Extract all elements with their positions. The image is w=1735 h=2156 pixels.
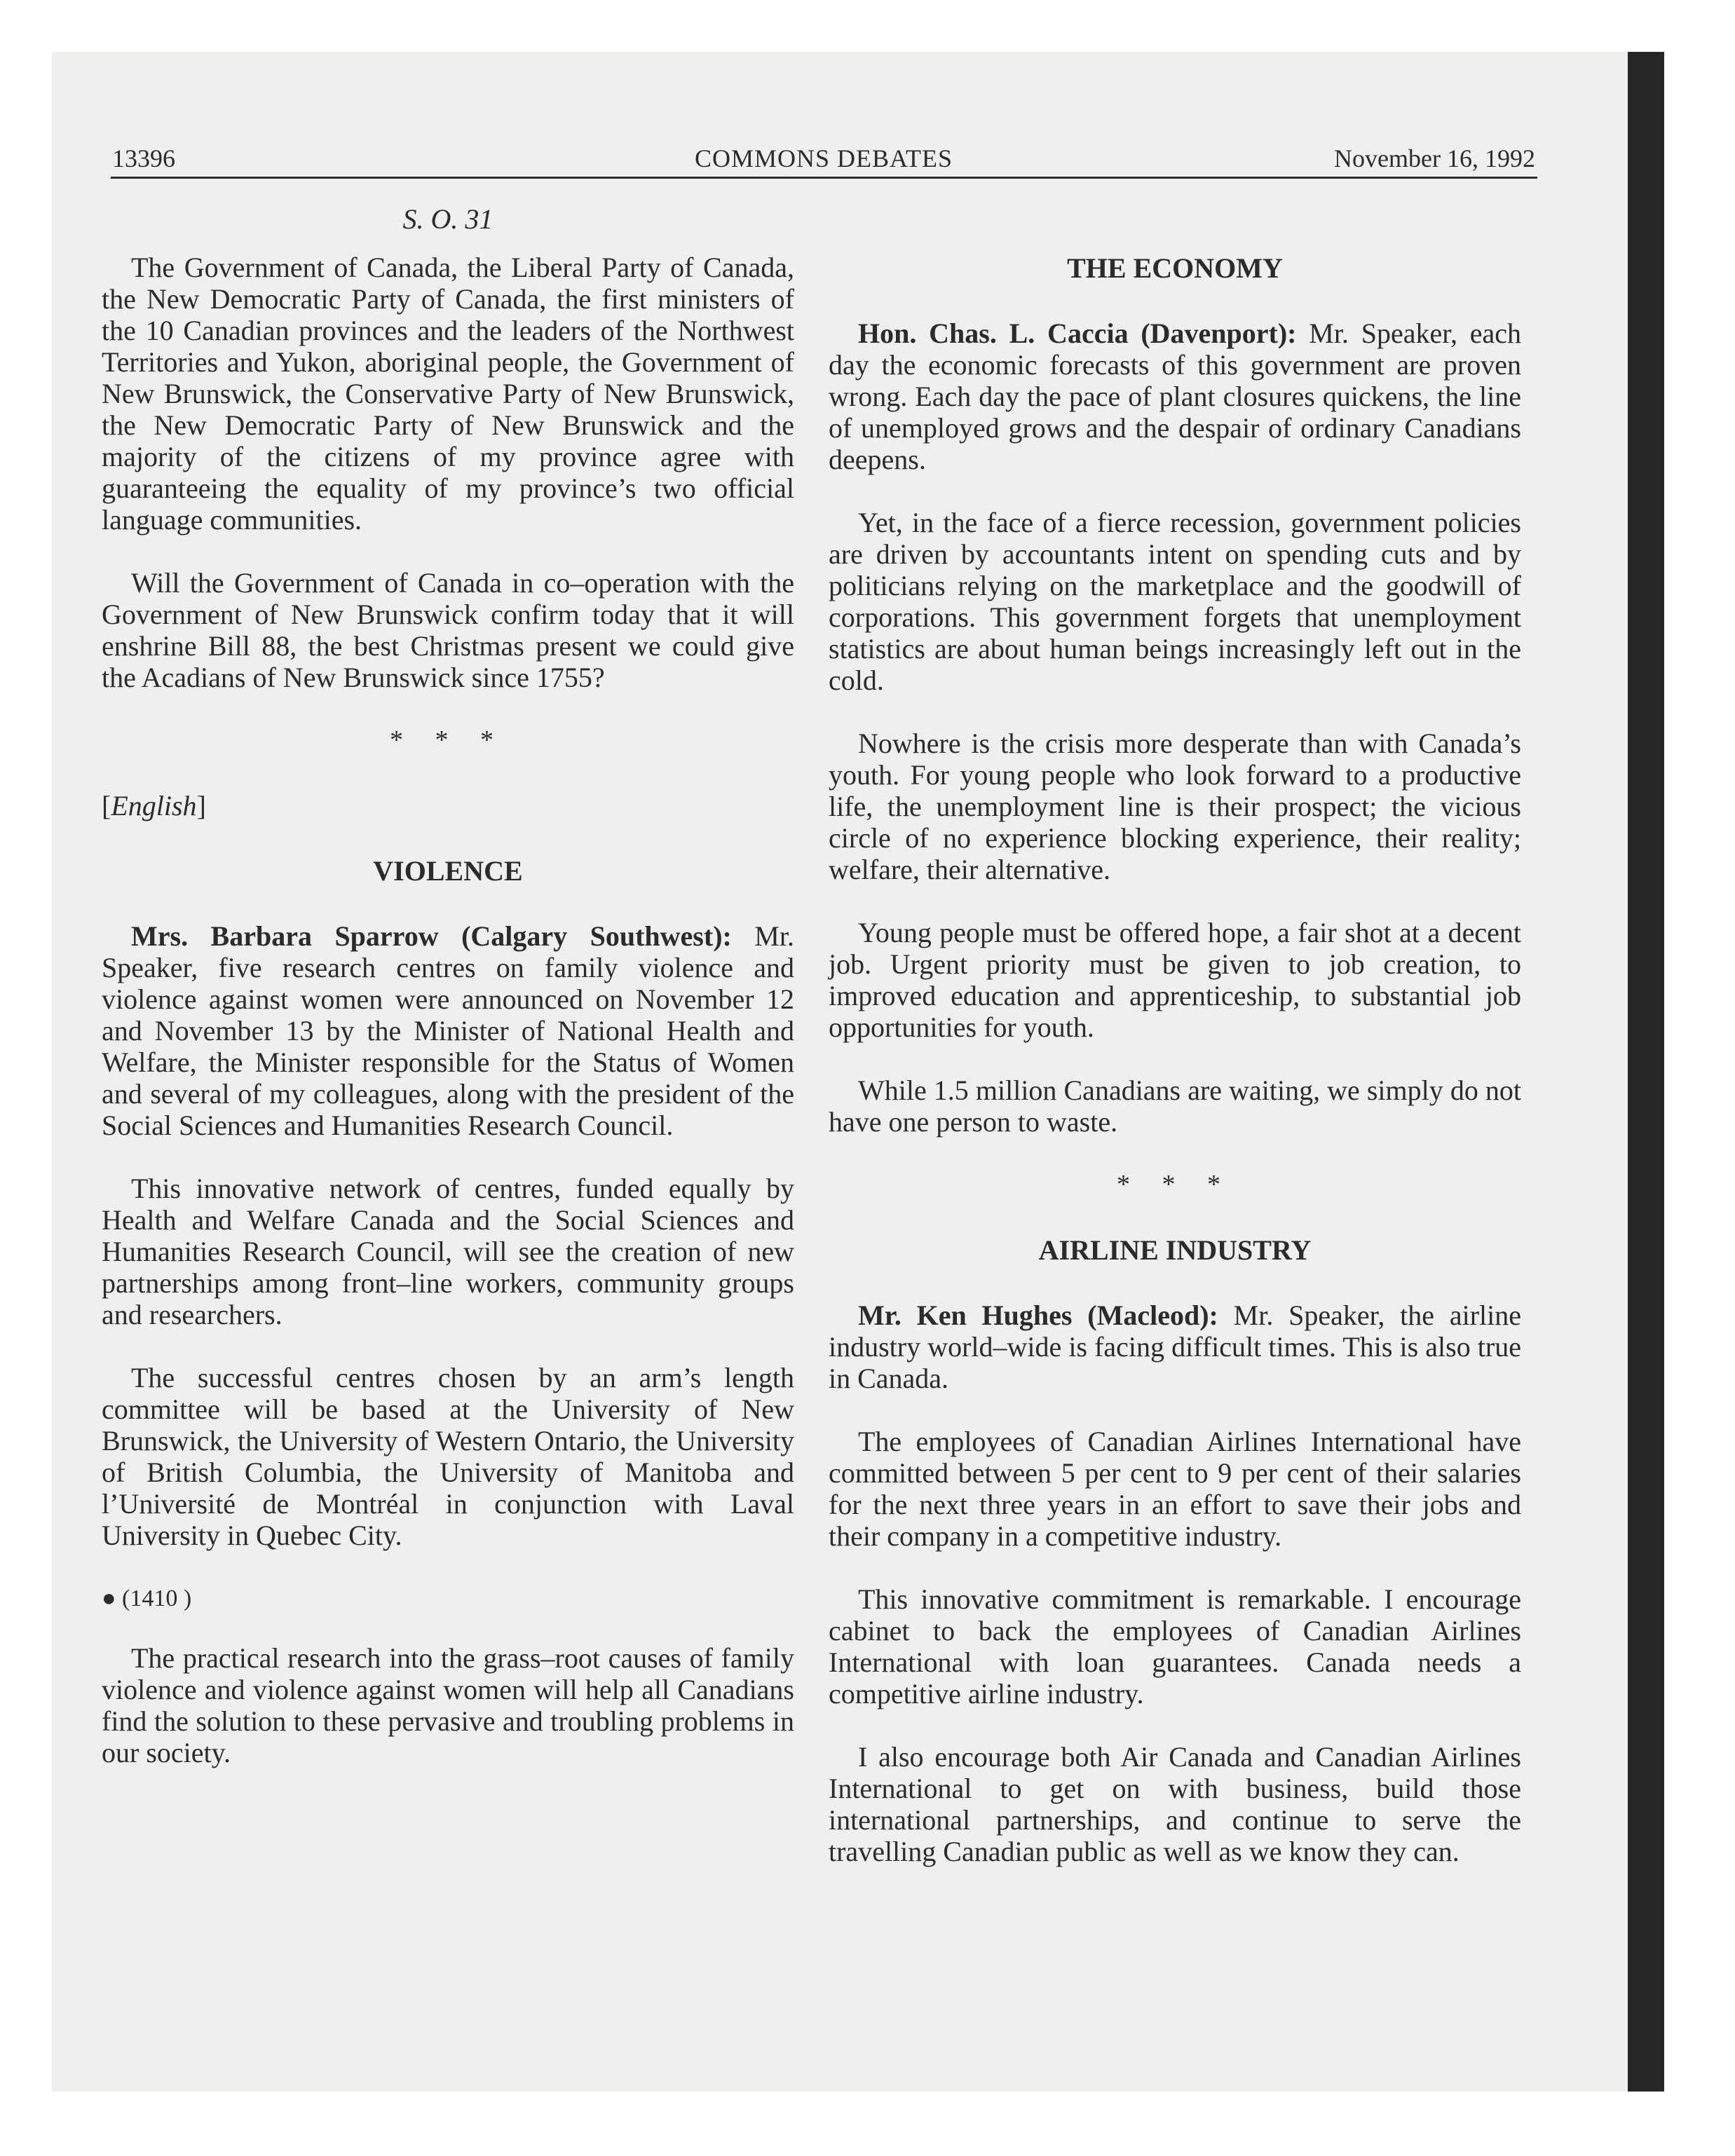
paragraph: I also encourage both Air Canada and Canadian Airlines International to get on with business, build those international partnerships, and continue to serve the travelling Canadian public as well as we know they can. — [829, 1741, 1521, 1867]
section-heading-airline-industry: AIRLINE INDUSTRY — [1038, 1234, 1312, 1266]
standing-order-label: S. O. 31 — [402, 203, 494, 235]
paragraph: Yet, in the face of a fierce recession, government policies are driven by accountants intent on spending cuts and by politicians relying on the marketplace and the goodwill of corporations. This government forgets that unemployment statistics are about human beings increasingly left out in the cold. — [829, 507, 1521, 696]
paragraph: The Government of Canada, the Liberal Party of Canada, the New Democratic Party of Canada, the first ministers of the 10 Canadian provinces and the leaders of the Northwest Territories and Yukon, aboriginal people, the Government of New Brunswick, the Conservative Party of New Brunswick, the New Democratic Party of New Brunswick and the majority of the citizens of my province agree with guaranteeing the equality of my province’s two official language communities. — [102, 252, 794, 535]
paragraph: The employees of Canadian Airlines International have committed between 5 per cent to 9 per cent of their salaries for the next three years in an effort to save their jobs and their company in a competitive industry. — [829, 1426, 1521, 1552]
paragraph: This innovative network of centres, funded equally by Health and Welfare Canada and the Social Sciences and Humanities Research Council, will see the creation of new partnerships among front–line workers, community groups and researchers. — [102, 1173, 794, 1330]
section-separator: * * * — [1117, 1170, 1233, 1199]
paragraph: Mr. Ken Hughes (Macleod): Mr. Speaker, the airline industry world–wide is facing difficult times. This is also true in Canada. — [829, 1299, 1521, 1394]
page-header — [112, 144, 1535, 179]
page-date: November 16, 1992 — [1334, 144, 1535, 172]
section-heading-violence: VIOLENCE — [373, 855, 523, 887]
section-separator: * * * — [390, 725, 506, 755]
left-column — [102, 203, 794, 1800]
scan-edge-shadow — [1628, 52, 1664, 2092]
paragraph: While 1.5 million Canadians are waiting, we simply do not have one person to waste. — [829, 1074, 1521, 1138]
header-rule — [111, 177, 1537, 179]
paragraph: Mrs. Barbara Sparrow (Calgary Southwest): Mr. Speaker, five research centres on family violence and violence against women were announced on November 12 and November 13 by the Minister of National Health and Welfare, the Minister responsible for the Status of Women and several of my colleagues, along with the president of the Social Sciences and Humanities Research Council. — [102, 920, 794, 1141]
paragraph: Nowhere is the crisis more desperate than with Canada’s youth. For young people who look forward to a productive life, the unemployment line is their prospect; the vicious circle of no experience blocking experience, their reality; welfare, their alternative. — [829, 728, 1521, 885]
right-column — [829, 203, 1521, 1899]
paragraph: Young people must be offered hope, a fair shot at a decent job. Urgent priority must be given to job creation, to improved education and apprenticeship, to substantial job opportunities for youth. — [829, 917, 1521, 1043]
paragraph: This innovative commitment is remarkable. I encourage cabinet to back the employees of Canadian Airlines International with loan guarantees. Canada needs a competitive airline industry. — [829, 1583, 1521, 1710]
speaker-name: Mr. Ken Hughes (Macleod): — [858, 1299, 1218, 1331]
speaker-name: Hon. Chas. L. Caccia (Davenport): — [858, 318, 1297, 349]
speaker-name: Mrs. Barbara Sparrow (Calgary Southwest): — [131, 920, 732, 952]
paragraph: Hon. Chas. L. Caccia (Davenport): Mr. Speaker, each day the economic forecasts of this government are proven wrong. Each day the pace of plant closures quickens, the line of unemployed grows and the despair of ordinary Canadians deepens. — [829, 318, 1522, 475]
paragraph: Will the Government of Canada in co–operation with the Government of New Brunswick confirm today that it will enshrine Bill 88, the best Christmas present we could give the Acadians of New Brunswick since 1755? — [102, 567, 794, 693]
section-heading-economy: THE ECONOMY — [1067, 252, 1283, 284]
paragraph: The practical research into the grass–root causes of family violence and violence against women will help all Canadians find the solution to these pervasive and troubling problems in our society. — [102, 1642, 794, 1768]
publication-title: COMMONS DEBATES — [694, 144, 953, 172]
language-marker: [English] — [102, 790, 206, 821]
page-number: 13396 — [112, 144, 175, 172]
paragraph: The successful centres chosen by an arm’s length committee will be based at the University of New Brunswick, the University of Western Ontario, the University of British Columbia, the University of Manitoba and l’Université de Montréal in conjunction with Laval University in Quebec City. — [102, 1362, 794, 1551]
time-marker: ● (1410 ) — [102, 1585, 192, 1611]
